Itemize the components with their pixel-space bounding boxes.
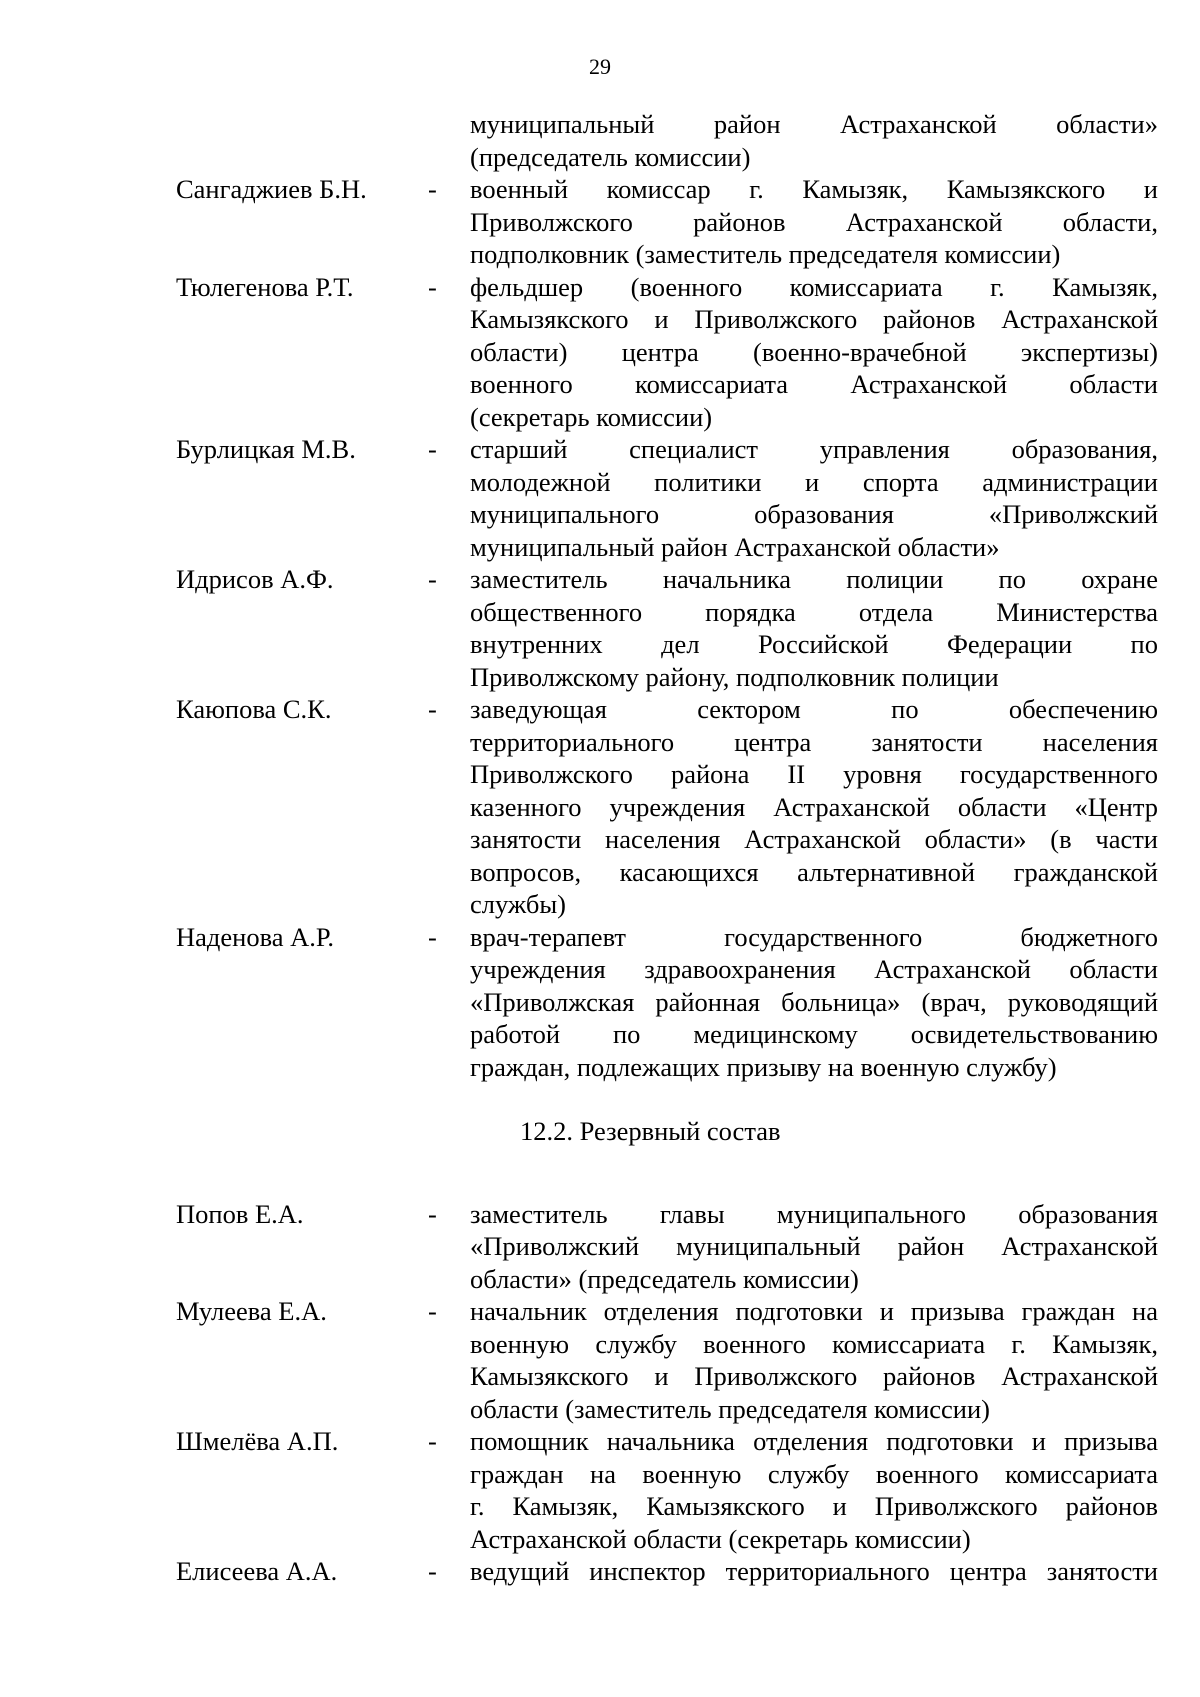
- page-number: 29: [589, 54, 611, 79]
- dash-separator: -: [428, 1426, 437, 1456]
- description-line: военную службу военного комиссариата г. Камызяк,: [470, 1328, 1158, 1359]
- description-line: заведующая сектором по обеспечению: [470, 694, 1158, 724]
- description-line: Приволжского района II уровня государственного: [470, 759, 1158, 789]
- description-line: начальник отделения подготовки и призыва граждан на: [470, 1296, 1158, 1326]
- description-line: области» (председатель комиссии): [470, 1263, 859, 1294]
- description-line: службы): [470, 889, 566, 919]
- continuation-entry: [0, 108, 1200, 173]
- dash-separator: -: [428, 174, 437, 204]
- description-line: общественного порядка отдела Министерства: [470, 596, 1158, 627]
- description-line: внутренних дел Российской Федерации по: [470, 629, 1158, 659]
- description-line: ведущий инспектор территориального центра занятости: [470, 1556, 1158, 1586]
- description-line: Астраханской области (секретарь комиссии): [470, 1523, 971, 1554]
- member-name: Елисеева А.А.: [176, 1556, 338, 1586]
- description-line: (председатель комиссии): [470, 141, 751, 172]
- member-entry: [0, 1425, 1200, 1555]
- description-line: г. Камызяк, Камызякского и Приволжского районов: [470, 1491, 1158, 1521]
- member-entry: [0, 1295, 1200, 1425]
- description-line: помощник начальника отделения подготовки и призыва: [470, 1426, 1158, 1456]
- description-line: заместитель главы муниципального образования: [470, 1198, 1158, 1229]
- description-line: старший специалист управления образования,: [470, 434, 1158, 464]
- dash-separator: -: [428, 1556, 437, 1586]
- description-line: (секретарь комиссии): [470, 401, 713, 432]
- member-entry: [0, 693, 1200, 921]
- member-entry: [0, 1198, 1200, 1296]
- description-line: врач-терапевт государственного бюджетного: [470, 921, 1158, 952]
- member-description: [470, 563, 1158, 693]
- member-name: Каюпова С.К.: [176, 694, 332, 724]
- member-entry: [0, 921, 1200, 1084]
- description-line: вопросов, касающихся альтернативной гражданской: [470, 856, 1158, 887]
- description-line: муниципальный район Астраханской области»: [470, 531, 1000, 562]
- description-line: области) центра (военно-врачебной экспертизы): [470, 336, 1158, 367]
- member-name: Мулеева Е.А.: [176, 1296, 327, 1326]
- member-entry: [0, 563, 1200, 693]
- description-line: муниципального образования «Приволжский: [470, 499, 1158, 529]
- dash-separator: -: [428, 271, 437, 302]
- description-line: военный комиссар г. Камызяк, Камызякского и: [470, 174, 1158, 204]
- member-description: [470, 173, 1158, 271]
- description-line: муниципальный район Астраханской области»: [470, 109, 1158, 139]
- description-line: «Приволжская районная больница» (врач, руководящий: [470, 986, 1158, 1017]
- member-name: Попов Е.А.: [176, 1198, 304, 1229]
- continuation-description: [470, 108, 1158, 173]
- description-line: военного комиссариата Астраханской области: [470, 369, 1158, 399]
- member-name: Тюлегенова Р.Т.: [176, 271, 354, 302]
- member-description: [470, 271, 1158, 434]
- member-name: Идрисов А.Ф.: [176, 564, 334, 594]
- main-members-list: [0, 173, 1200, 1083]
- member-name: Шмелёва А.П.: [176, 1426, 339, 1456]
- description-line: фельдшер (военного комиссариата г. Камызяк,: [470, 271, 1158, 302]
- description-line: занятости населения Астраханской области» (в части: [470, 824, 1158, 854]
- description-line: Приволжского районов Астраханской области,: [470, 206, 1158, 237]
- member-entry: [0, 1555, 1200, 1588]
- member-name: Наденова А.Р.: [176, 921, 334, 952]
- section-heading: 12.2. Резервный состав: [520, 1116, 781, 1146]
- description-line: Приволжскому району, подполковник полиции: [470, 661, 999, 692]
- reserve-members-list: [0, 1198, 1200, 1588]
- member-description: [470, 1555, 1158, 1588]
- member-description: [470, 1425, 1158, 1555]
- dash-separator: -: [428, 921, 437, 952]
- description-line: молодежной политики и спорта администрации: [470, 466, 1158, 497]
- description-line: учреждения здравоохранения Астраханской области: [470, 954, 1158, 984]
- description-line: работой по медицинскому освидетельствованию: [470, 1019, 1158, 1049]
- member-name: Сангаджиев Б.Н.: [176, 174, 367, 204]
- description-line: «Приволжский муниципальный район Астраханской: [470, 1231, 1158, 1261]
- description-line: граждан на военную службу военного комиссариата: [470, 1458, 1158, 1489]
- description-line: Камызякского и Приволжского районов Астраханской: [470, 304, 1158, 334]
- description-line: заместитель начальника полиции по охране: [470, 564, 1158, 594]
- member-entry: [0, 173, 1200, 271]
- member-description: [470, 1295, 1158, 1425]
- dash-separator: -: [428, 564, 437, 594]
- member-description: [470, 693, 1158, 921]
- description-line: казенного учреждения Астраханской области «Центр: [470, 791, 1158, 822]
- description-line: подполковник (заместитель председателя комиссии): [470, 239, 1061, 269]
- member-entry: [0, 271, 1200, 434]
- member-description: [470, 433, 1158, 563]
- member-description: [470, 921, 1158, 1084]
- member-entry: [0, 433, 1200, 563]
- description-line: территориального центра занятости населения: [470, 726, 1158, 757]
- description-line: Камызякского и Приволжского районов Астраханской: [470, 1361, 1158, 1391]
- description-line: области (заместитель председателя комиссии): [470, 1393, 990, 1424]
- document-body: [0, 108, 1200, 1588]
- dash-separator: -: [428, 694, 437, 724]
- member-description: [470, 1198, 1158, 1296]
- member-name: Бурлицкая М.В.: [176, 434, 356, 464]
- dash-separator: -: [428, 1296, 437, 1326]
- dash-separator: -: [428, 434, 437, 464]
- description-line: граждан, подлежащих призыву на военную службу): [470, 1051, 1057, 1082]
- dash-separator: -: [428, 1198, 437, 1229]
